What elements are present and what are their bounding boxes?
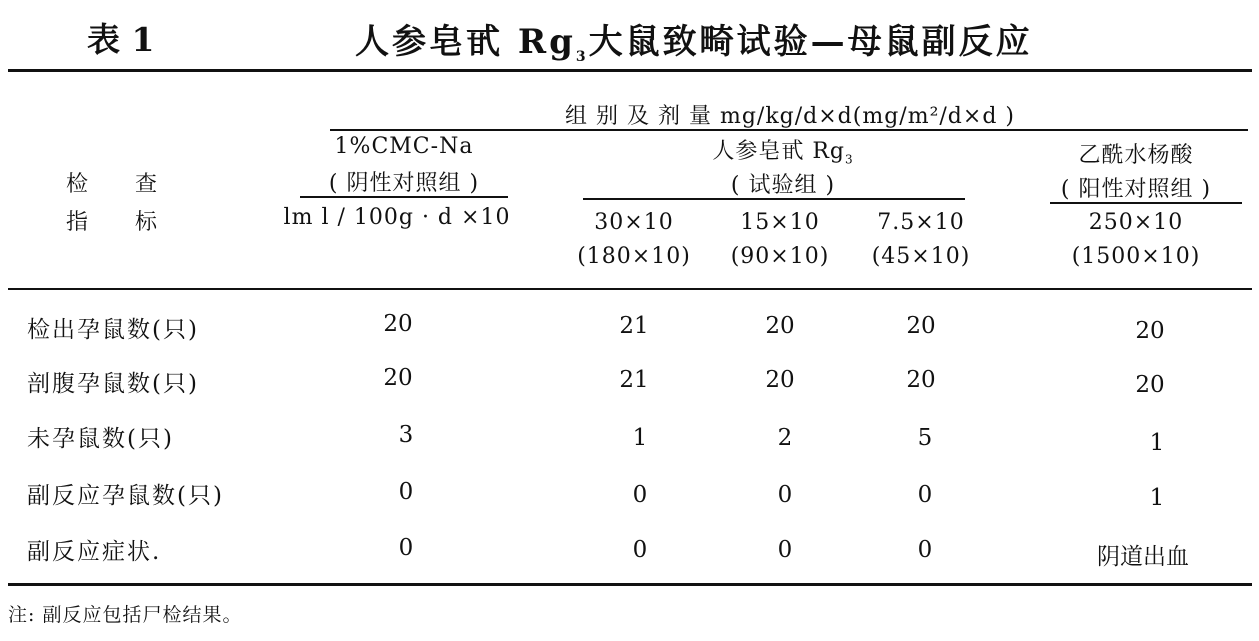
cell-negative: 0 [398,535,414,561]
cell-test-1: 1 [632,425,648,451]
row-label: 副反应孕鼠数(只) [27,483,224,509]
positive-control-dose: 250×10 [1088,210,1184,235]
cell-test-3: 20 [906,313,936,339]
test-dose-2-alt: (90×10) [730,244,830,269]
negative-control-role: ( 阴性对照组 ) [328,171,480,196]
header-rule [8,288,1252,290]
row-label: 副反应症状. [27,539,162,565]
test-group-name-subscript: 3 [845,152,854,167]
cell-test-3: 0 [917,537,933,563]
row-label: 剖腹孕鼠数(只) [27,371,199,397]
title-subscript: 3 [575,48,589,65]
cell-negative: 20 [383,365,413,391]
cell-test-1: 21 [619,313,649,339]
cell-positive: 20 [1135,318,1165,344]
cell-test-2: 0 [777,482,793,508]
cell-positive: 1 [1149,485,1165,511]
negative-control-rule [300,196,508,198]
table-title [355,14,1033,65]
cell-negative: 3 [398,422,414,448]
indicator-header-top: 检 查 [66,172,159,197]
group-dose-rule [330,129,1248,131]
negative-control-name: 1%CMC-Na [334,134,474,159]
cell-negative: 20 [383,311,413,337]
cell-test-2: 20 [765,367,795,393]
positive-control-name: 乙酰水杨酸 [1078,143,1194,168]
row-label: 未孕鼠数(只) [27,426,174,452]
positive-control-role: ( 阳性对照组 ) [1060,177,1212,202]
cell-test-2: 20 [765,313,795,339]
test-group-role: ( 试验组 ) [730,173,836,198]
cell-positive: 阴道出血 [1097,544,1189,570]
cell-test-3: 0 [917,482,933,508]
test-group-name [712,134,853,166]
test-group-rule [583,198,965,200]
test-dose-1-alt: (180×10) [577,244,691,269]
cell-positive: 20 [1135,372,1165,398]
title-main: 人参皂甙 Rg [355,22,576,62]
indicator-header-bottom: 指 标 [66,210,159,235]
test-dose-2: 15×10 [740,210,820,235]
cell-test-1: 21 [619,367,649,393]
test-dose-3-alt: (45×10) [871,244,971,269]
test-dose-1: 30×10 [594,210,674,235]
title-rest: 大鼠致畸试验—母鼠副反应 [588,22,1033,62]
table-label: 表 1 [87,20,155,59]
row-label: 检出孕鼠数(只) [27,317,199,343]
top-rule [8,69,1252,72]
cell-test-2: 2 [777,425,793,451]
cell-test-1: 0 [632,537,648,563]
positive-control-rule [1050,202,1242,204]
cell-negative: 0 [398,479,414,505]
negative-control-dose: lm l / 100g · d ×10 [283,205,511,230]
test-group-name-main: 人参皂甙 Rg [712,139,846,164]
cell-test-1: 0 [632,482,648,508]
bottom-rule [8,583,1252,586]
positive-control-dose-alt: (1500×10) [1071,244,1201,269]
group-dose-header: 组 别 及 剂 量 mg/kg/d×d(mg/m²/d×d ) [565,104,1015,129]
table-footnote: 注: 副反应包括尸检结果。 [8,604,243,626]
cell-test-3: 5 [917,425,933,451]
cell-test-2: 0 [777,537,793,563]
cell-positive: 1 [1149,430,1165,456]
cell-test-3: 20 [906,367,936,393]
test-dose-3: 7.5×10 [877,210,965,235]
